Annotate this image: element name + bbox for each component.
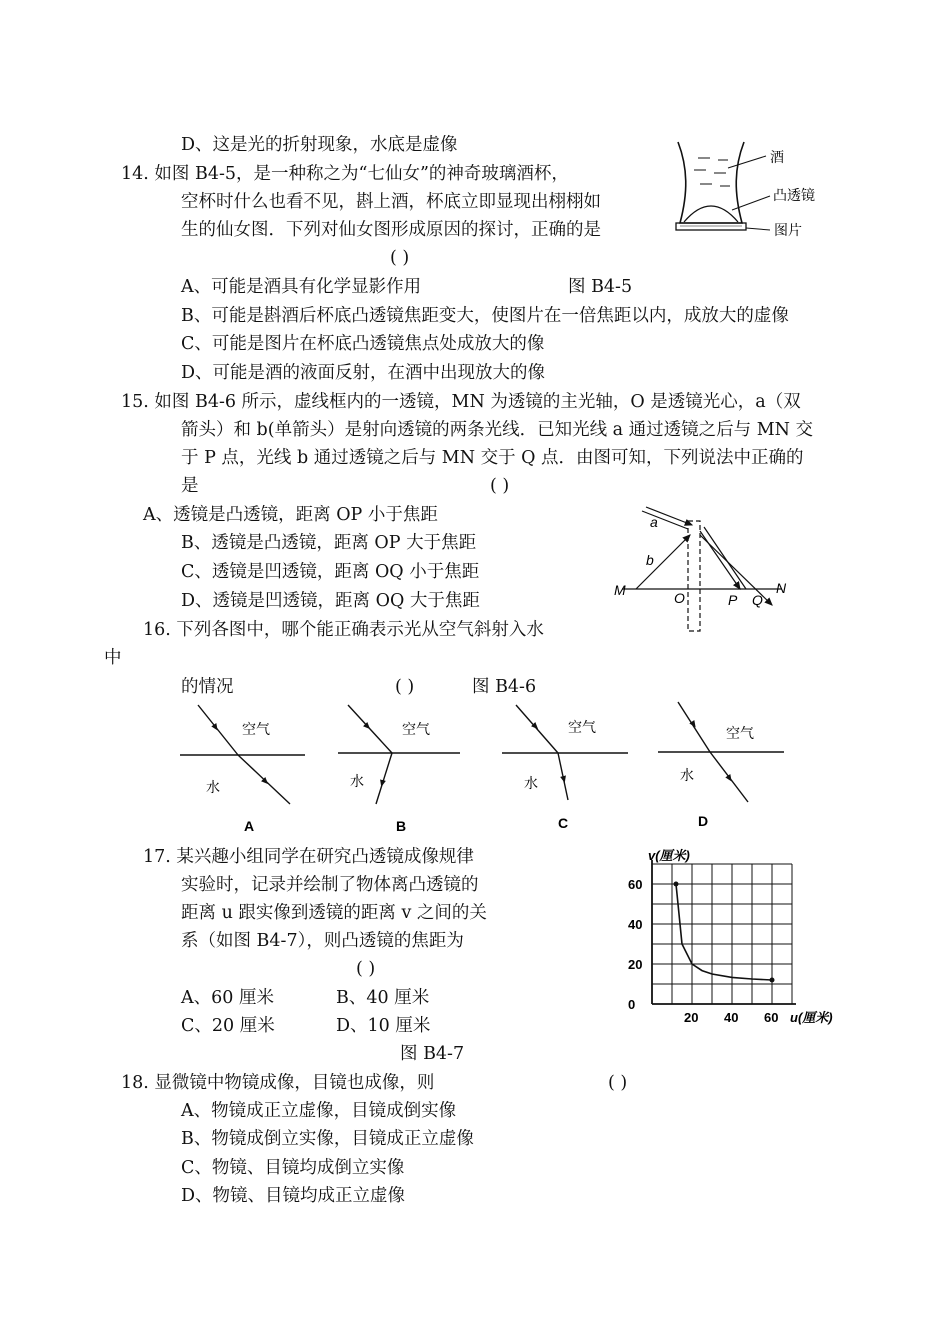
q17-option-b: B、40 厘米 xyxy=(336,988,430,1008)
q14-stem-line3: 生的仙女图．下列对仙女图形成原因的探讨，正确的是 xyxy=(181,220,601,240)
label-picture: 图片 xyxy=(774,222,802,238)
q17-option-a: A、60 厘米 xyxy=(181,988,274,1008)
q17-stem-line2: 实验时，记录并绘制了物体离凸透镜的 xyxy=(181,875,479,895)
x-tick-label: 60 xyxy=(764,1010,779,1025)
q16-stem-line2: 的情况 xyxy=(181,677,234,697)
x-tick-label: 40 xyxy=(724,1010,739,1025)
option-c-letter: C xyxy=(558,815,569,831)
wine-glass-figure xyxy=(670,138,840,248)
q14-figure-caption: 图 B4-5 xyxy=(568,277,633,297)
q14-stem-line2: 空杯时什么也看不见，斟上酒，杯底立即显现出栩栩如 xyxy=(181,192,601,212)
q16-answer-paren: ( ) xyxy=(395,677,415,697)
option-b-air: 空气 xyxy=(402,721,430,737)
q14-option-a: A、可能是酒具有化学显影作用 xyxy=(181,277,422,297)
y-tick-label: 0 xyxy=(628,997,636,1012)
y-tick-label: 20 xyxy=(628,957,643,972)
lens-ray-figure xyxy=(612,505,797,635)
q16-stem-line1b: 中 xyxy=(104,648,122,668)
q15-stem-line2: 箭头）和 b(单箭头）是射向透镜的两条光线．已知光线 a 通过透镜之后与 MN 交 xyxy=(181,420,814,440)
q14-answer-paren: ( ) xyxy=(390,248,410,268)
q14-option-d: D、可能是酒的液面反射，在酒中出现放大的像 xyxy=(181,363,546,383)
ray-b-label: b xyxy=(646,552,654,568)
ray-a-label: a xyxy=(650,514,658,530)
uv-chart xyxy=(620,840,855,1030)
option-d-water: 水 xyxy=(680,767,694,783)
q18-option-c: C、物镜、目镜均成倒立实像 xyxy=(181,1158,405,1178)
option-b-panel xyxy=(338,705,460,834)
point-q-label: Q xyxy=(752,592,763,608)
point-o-label: O xyxy=(674,590,685,606)
q15-option-d: D、透镜是凹透镜，距离 OQ 大于焦距 xyxy=(181,591,480,611)
y-tick-label: 40 xyxy=(628,917,643,932)
option-a-letter: A xyxy=(244,818,255,834)
option-d-panel xyxy=(658,702,784,829)
label-wine: 酒 xyxy=(770,149,784,165)
q15-option-c: C、透镜是凹透镜，距离 OQ 小于焦距 xyxy=(181,562,480,582)
uv-data-point xyxy=(770,978,775,983)
option-b-letter: B xyxy=(396,818,407,834)
q17-answer-paren: ( ) xyxy=(356,959,376,979)
q17-option-d: D、10 厘米 xyxy=(336,1016,431,1036)
q14-option-c: C、可能是图片在杯底凸透镜焦点处成放大的像 xyxy=(181,334,545,354)
q14-stem-line1: 14. 如图 B4-5，是一种称之为“七仙女”的神奇玻璃酒杯， xyxy=(121,164,569,184)
point-m-label: M xyxy=(614,582,626,598)
q15-option-a: A、透镜是凸透镜，距离 OP 小于焦距 xyxy=(143,505,438,525)
uv-curve xyxy=(676,884,772,980)
point-p-label: P xyxy=(728,592,738,608)
q17-figure-caption: 图 B4-7 xyxy=(400,1044,465,1064)
refraction-options-figure xyxy=(170,700,800,835)
q13-option-d: D、这是光的折射现象，水底是虚像 xyxy=(181,135,458,155)
option-d-letter: D xyxy=(698,813,709,829)
q14-option-b: B、可能是斟酒后杯底凸透镜焦距变大，使图片在一倍焦距以内，成放大的虚像 xyxy=(181,306,789,326)
q15-answer-paren: ( ) xyxy=(490,476,510,496)
option-a-water: 水 xyxy=(206,779,220,795)
option-b-water: 水 xyxy=(350,773,364,789)
option-c-air: 空气 xyxy=(568,719,596,735)
y-tick-label: 60 xyxy=(628,877,643,892)
q16-stem-line1: 16. 下列各图中，哪个能正确表示光从空气斜射入水 xyxy=(143,620,544,640)
q15-option-b: B、透镜是凸透镜，距离 OP 大于焦距 xyxy=(181,533,477,553)
q17-stem-line3: 距离 u 跟实像到透镜的距离 v 之间的关 xyxy=(181,903,487,923)
q15-stem-line4: 是 xyxy=(181,476,199,496)
q18-option-d: D、物镜、目镜均成正立虚像 xyxy=(181,1186,406,1206)
y-axis-title: v(厘米) xyxy=(648,848,690,863)
q15-stem-line1: 15. 如图 B4-6 所示，虚线框内的一透镜，MN 为透镜的主光轴，O 是透镜光心，a（双 xyxy=(121,392,801,412)
q15-figure-caption: 图 B4-6 xyxy=(472,677,537,697)
q18-option-b: B、物镜成倒立实像，目镜成正立虚像 xyxy=(181,1129,474,1149)
option-a-panel xyxy=(180,705,305,834)
option-a-air: 空气 xyxy=(242,721,270,737)
q17-option-c: C、20 厘米 xyxy=(181,1016,275,1036)
q18-answer-paren: ( ) xyxy=(608,1073,628,1093)
option-c-panel xyxy=(502,705,628,831)
q18-option-a: A、物镜成正立虚像，目镜成倒实像 xyxy=(181,1101,457,1121)
x-tick-label: 20 xyxy=(684,1010,699,1025)
q15-stem-line3: 于 P 点，光线 b 通过透镜之后与 MN 交于 Q 点．由图可知，下列说法中正确的 xyxy=(181,448,804,468)
label-convex-lens: 凸透镜 xyxy=(773,187,815,203)
q17-stem-line1: 17. 某兴趣小组同学在研究凸透镜成像规律 xyxy=(143,847,474,867)
q17-stem-line4: 系（如图 B4-7），则凸透镜的焦距为 xyxy=(181,931,464,951)
q18-stem-line1: 18. 显微镜中物镜成像，目镜也成像，则 xyxy=(121,1073,435,1093)
uv-data-point xyxy=(674,882,679,887)
option-d-air: 空气 xyxy=(726,725,754,741)
option-c-water: 水 xyxy=(524,775,538,791)
x-axis-title: u(厘米) xyxy=(790,1010,833,1025)
point-n-label: N xyxy=(776,580,787,596)
